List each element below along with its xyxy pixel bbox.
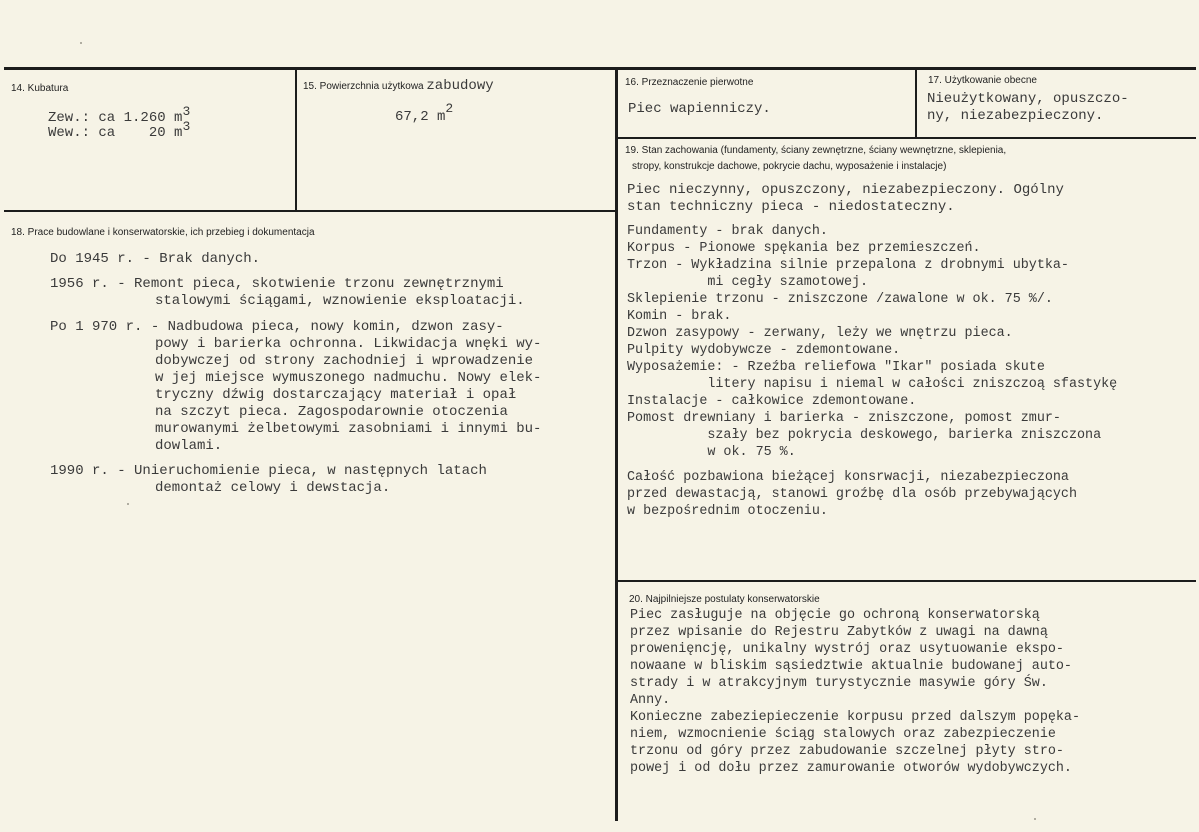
prace-entry-3-line-2: powy i barierka ochronna. Likwidacja wnęki wy- [155, 336, 542, 352]
divider-h-right-bottom [617, 580, 1196, 582]
powierzchnia-unit-sup: 2 [445, 101, 454, 116]
stan-detail-4: mi cegły szamotowej. [627, 275, 869, 290]
stan-summary-line-1: Całość pozbawiona bieżącej konsrwacji, niezabezpieczona [627, 470, 1069, 485]
postulaty-label: 20. Najpilniejsze postulaty konserwatorskie [629, 594, 820, 605]
postulaty-line-5: strady i w atrakcyjnym turystycznie masywie góry Św. [630, 676, 1048, 691]
stan-detail-10: litery napisu i niemal w całości zniszczoą sfastykę [627, 377, 1118, 392]
prace-entry-3-line-6: na szczyt pieca. Zagospodarownie otoczenia [155, 404, 508, 420]
stan-detail-14: w ok. 75 %. [627, 445, 796, 460]
prace-entry-3-line-7: murowanymi żelbetowymi zasobniami i innymi bu- [155, 421, 542, 437]
uzytkowanie-line-1: Nieużytkowany, opuszczo- [927, 91, 1129, 107]
stan-detail-1: Fundamenty - brak danych. [627, 224, 828, 239]
przeznaczenie-value: Piec wapienniczy. [628, 101, 771, 117]
prace-label: 18. Prace budowlane i konserwatorskie, ich przebieg i dokumentacja [11, 227, 315, 238]
prace-entry-1-line-1: Do 1945 r. - Brak danych. [50, 251, 261, 267]
postulaty-line-1: Piec zasługuje na objęcie go ochroną konserwatorską [630, 608, 1040, 623]
postulaty-line-3: prowenięncję, unikalny wystrój oraz usytuowanie ekspo- [630, 642, 1064, 657]
stan-detail-13: szały bez pokrycia deskowego, barierka zniszczona [627, 428, 1102, 443]
divider-v-main [615, 69, 618, 821]
powierzchnia-label [303, 79, 494, 94]
paper-speck [127, 503, 129, 505]
stan-detail-5: Sklepienie trzonu - zniszczone /zawalone w ok. 75 %/. [627, 292, 1053, 307]
divider-h-left [4, 210, 616, 212]
kubatura-zew-label: Zew.: ca [48, 110, 116, 126]
powierzchnia-label-printed: 15. Powierzchnia użytkowa [303, 81, 424, 92]
divider-v-16-17 [915, 69, 917, 139]
kubatura-label: 14. Kubatura [11, 83, 69, 94]
postulaty-line-7: Konieczne zabeziepieczenie korpusu przed dalszym popęka- [630, 710, 1080, 725]
stan-summary-line-3: w bezpośrednim otoczeniu. [627, 504, 828, 519]
divider-v-14-15 [295, 69, 297, 212]
przeznaczenie-label: 16. Przeznaczenie pierwotne [625, 77, 754, 88]
prace-entry-4-line-2: demontaż celowy i dewstacja. [155, 480, 391, 496]
powierzchnia-label-typed: zabudowy [426, 78, 494, 94]
kubatura-wew-value: 20 m [148, 125, 183, 141]
stan-detail-12: Pomost drewniany i barierka - zniszczone, pomost zmur- [627, 411, 1061, 426]
powierzchnia-value-text: 67,2 m [395, 109, 446, 125]
divider-h-right-top [617, 137, 1196, 139]
prace-entry-3-line-8: dowlami. [155, 438, 223, 454]
stan-label-line-1: 19. Stan zachowania (fundamenty, ściany zewnętrzne, ściany wewnętrzne, sklepienia, [625, 145, 1007, 156]
kubatura-wew [48, 118, 190, 142]
prace-entry-4-line-1: 1990 r. - Unieruchomienie pieca, w następnych latach [50, 463, 487, 479]
kubatura-wew-label: Wew.: ca [48, 125, 116, 141]
stan-detail-3: Trzon - Wykładzina silnie przepalona z drobnymi ubytka- [627, 258, 1069, 273]
kubatura-wew-unit-sup: 3 [182, 119, 191, 134]
stan-intro-line-2: stan techniczny pieca - niedostateczny. [627, 199, 955, 215]
kubatura-zew-unit-sup: 3 [182, 104, 191, 119]
powierzchnia-value [395, 100, 453, 126]
prace-entry-3-line-4: w jej miejsce wymuszonego nadmuchu. Nowy elek- [155, 370, 542, 386]
stan-detail-7: Dzwon zasypowy - zerwany, leży we wnętrzu pieca. [627, 326, 1013, 341]
kubatura-zew-value: 1.260 m [123, 110, 183, 126]
prace-entry-3-line-5: tryczny dźwig dostarczający materiał i opał [155, 387, 517, 403]
stan-label-line-2: stropy, konstrukcje dachowe, pokrycie dachu, wyposażenie i instalacje) [632, 161, 947, 172]
postulaty-line-10: powej i od dołu przez zamurowanie otworów wydobywczych. [630, 761, 1072, 776]
prace-entry-3-line-1: Po 1 970 r. - Nadbudowa pieca, nowy komin, dzwon zasy- [50, 319, 504, 335]
postulaty-line-2: przez wpisanie do Rejestru Zabytków z uwagi na dawną [630, 625, 1048, 640]
prace-entry-2-line-1: 1956 r. - Remont pieca, skotwienie trzonu zewnętrznymi [50, 276, 504, 292]
stan-detail-11: Instalacje - całkowice zdemontowane. [627, 394, 917, 409]
stan-detail-9: Wyposażemie: - Rzeźba reliefowa "Ikar" posiada skute [627, 360, 1045, 375]
postulaty-line-6: Anny. [630, 693, 671, 708]
uzytkowanie-label: 17. Użytkowanie obecne [928, 75, 1037, 86]
stan-detail-8: Pulpity wydobywcze - zdemontowane. [627, 343, 901, 358]
top-border [4, 67, 1196, 70]
prace-entry-2-line-2: stalowymi ściągami, wznowienie eksploatacji. [155, 293, 525, 309]
stan-detail-6: Komin - brak. [627, 309, 732, 324]
uzytkowanie-line-2: ny, niezabezpieczony. [927, 108, 1104, 124]
stan-intro-line-1: Piec nieczynny, opuszczony, niezabezpieczony. Ogólny [627, 182, 1064, 198]
stan-summary-line-2: przed dewastacją, stanowi groźbę dla osób przebywających [627, 487, 1077, 502]
postulaty-line-9: trzonu od góry przez zabudowanie szczelnej płyty stro- [630, 744, 1064, 759]
paper-speck [1034, 818, 1036, 820]
prace-entry-3-line-3: dobywczej od strony zachodniej i wprowadzenie [155, 353, 534, 369]
stan-detail-2: Korpus - Pionowe spękania bez przemieszczeń. [627, 241, 981, 256]
postulaty-line-4: nowaane w bliskim sąsiedztwie aktualnie budowanej auto- [630, 659, 1072, 674]
paper-speck [80, 42, 82, 44]
postulaty-line-8: niem, wzmocnienie ściąg stalowych oraz zabezpieczenie [630, 727, 1056, 742]
